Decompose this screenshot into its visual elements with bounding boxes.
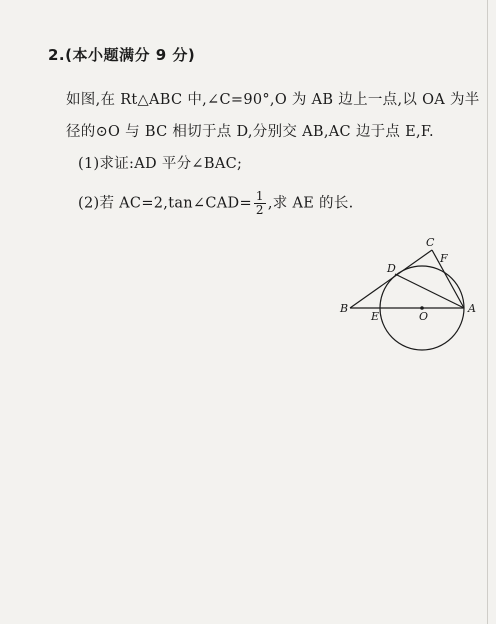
problem-heading: 2.(本小题满分 9 分): [48, 46, 196, 64]
segment-ad: [395, 274, 464, 308]
fraction-numerator: 1: [255, 189, 264, 203]
segment-bc: [350, 250, 432, 308]
fraction-denominator: 2: [255, 203, 264, 217]
label-b: B: [340, 302, 349, 315]
label-d: D: [387, 262, 396, 275]
label-f: F: [440, 252, 448, 265]
segment-ca: [432, 250, 464, 308]
label-a: A: [468, 302, 476, 315]
label-c: C: [426, 236, 435, 249]
part-2-suffix: ,求 AE 的长.: [267, 195, 354, 212]
fraction-one-half: [254, 190, 266, 217]
problem-statement-line-2: 径的⊙O 与 BC 相切于点 D,分别交 AB,AC 边于点 E,F.: [66, 124, 434, 140]
question-part-2: [78, 190, 354, 217]
label-o: O: [419, 310, 429, 323]
part-2-prefix: (2)若 AC=2,tan∠CAD=: [78, 195, 252, 212]
geometry-figure: [330, 230, 490, 365]
label-e: E: [371, 310, 380, 323]
question-part-1: (1)求证:AD 平分∠BAC;: [78, 156, 243, 172]
problem-statement-line-1: 如图,在 Rt△ABC 中,∠C=90°,O 为 AB 边上一点,以 OA 为半: [66, 92, 480, 108]
